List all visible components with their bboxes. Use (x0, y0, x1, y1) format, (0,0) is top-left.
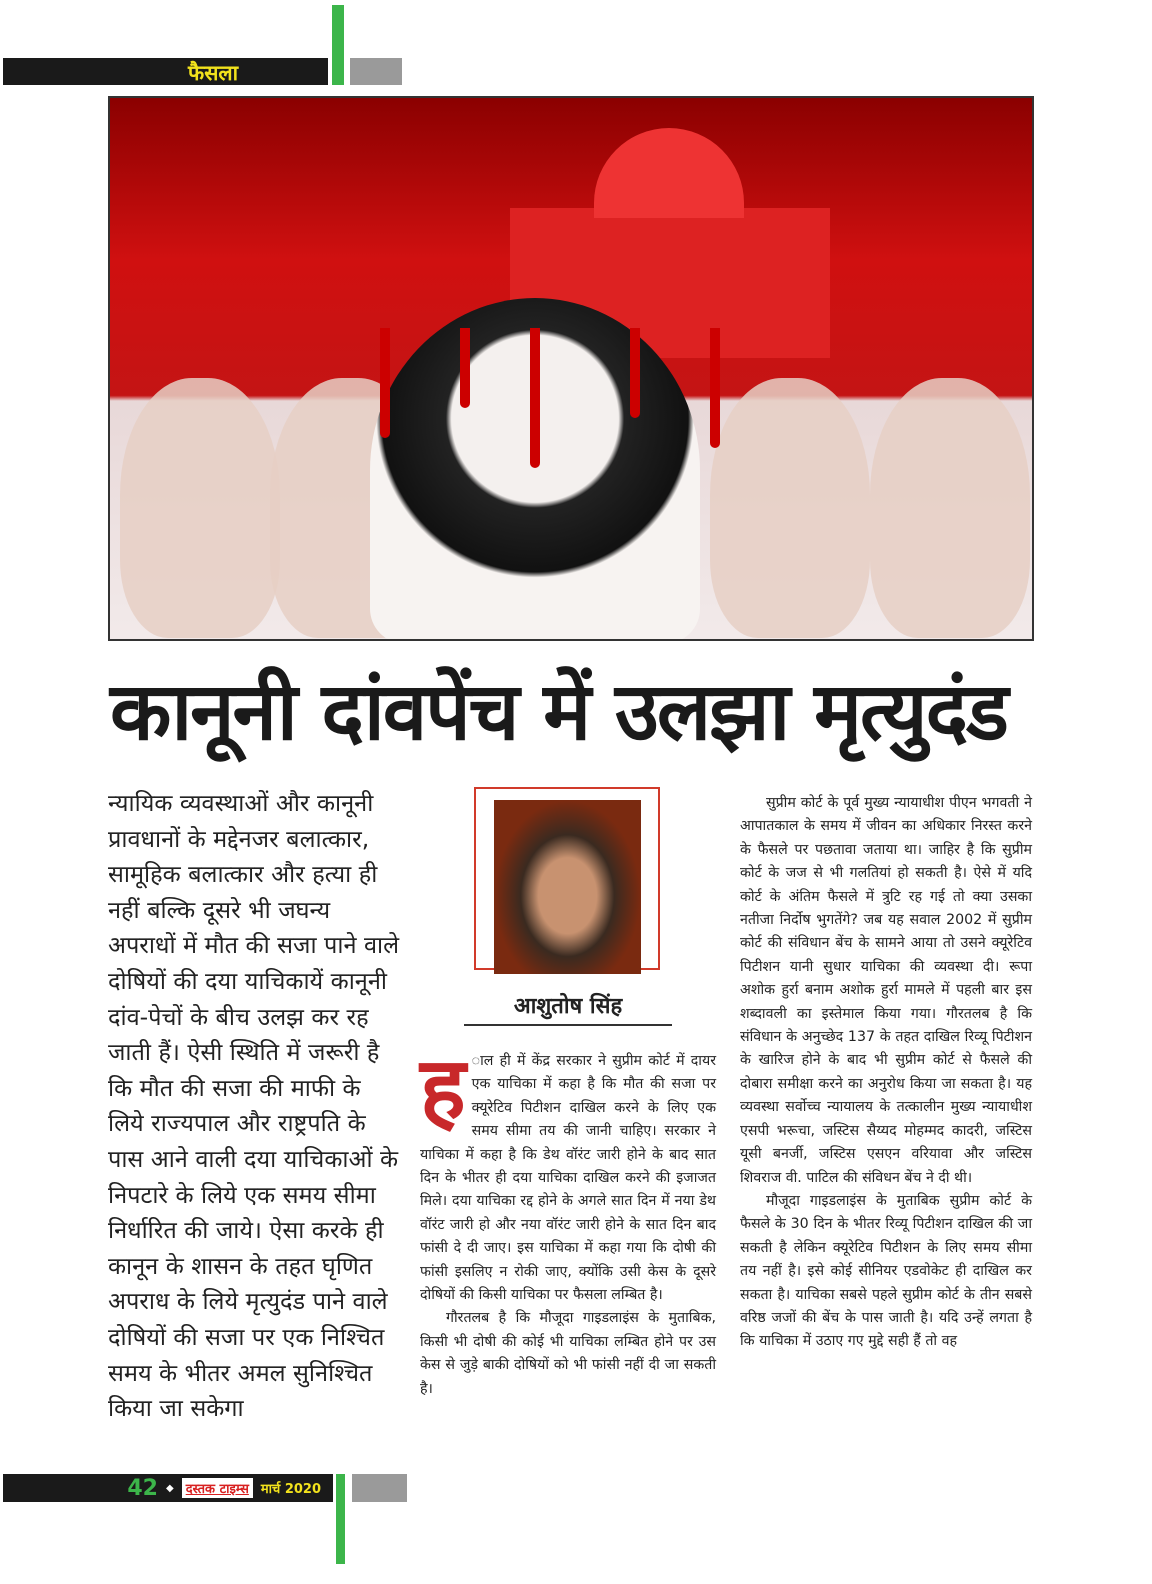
section-bar (3, 58, 328, 85)
page-number: 42 (127, 1475, 158, 1501)
green-accent-bar (332, 5, 344, 85)
drop-cap: ह (420, 1039, 466, 1139)
convict-face (870, 378, 1030, 638)
convict-face (120, 378, 280, 638)
author-name: आशुतोष सिंह (464, 990, 672, 1026)
intro-text: न्यायिक व्यवस्थाओं और कानूनी प्रावधानों के मद्देनजर बलात्कार, सामूहिक बलात्कार और हत्या ही नहीं बल्कि दूसरे भी जघन्य अपराधों में मौत की सजा पाने वाले दोषियों की दया याचिकायें कानूनी दांव-पेचों के बीच उलझ कर रह जाती हैं। ऐसी स्थिति में जरूरी है कि मौत की सजा की माफी के लिये राज्यपाल और राष्ट्रपति के पास आने वाली दया याचिकाओं के निपटारे के लिये एक समय सीमा निर्धारित की जाये। ऐसा करके ही कानून के शासन के तहत घृणित अपराध के लिये मृत्युदंड पाने वाले दोषियों की सजा पर एक निश्चित समय के भीतर अमल सुनिश्चित किया जा सकेगा (108, 789, 400, 1423)
blood-drip (530, 328, 540, 468)
blood-drip (630, 328, 640, 418)
article-column-3 (740, 792, 1032, 1354)
headline: कानूनी दांवपेंच में उलझा मृत्युदंड (110, 665, 1007, 758)
paragraph: सुप्रीम कोर्ट के पूर्व मुख्य न्यायाधीश पीएन भगवती ने आपातकाल के समय में जीवन का अधिकार निरस्त करने के फैसले पर पछतावा जताया था। जाहिर है कि सुप्रीम कोर्ट के जज से भी गलतियां हो सकती है। ऐसे में यदि कोर्ट के अंतिम फैसले में त्रुटि रह गई तो क्या उसका नतीजा निर्दोष भुगतेंगे? जब यह सवाल 2002 में सुप्रीम कोर्ट की संविधान बेंच के सामने आया तो उसने क्यूरेटिव पिटीशन यानी सुधार याचिका की व्यवस्था दी। रूपा अशोक हुर्रा बनाम अशोक हुर्रा मामले में पहली बार इस शब्दावली का इस्तेमाल किया गया। गौरतलब है कि संविधान के अनुच्छेद 137 के तहत दाखिल रिव्यू पिटीशन के खारिज होने के बाद भी सुप्रीम कोर्ट से फैसले की दोबारा समीक्षा करने का अनुरोध किया जा सकता है। यह व्यवस्था सर्वोच्च न्यायालय के तत्कालीन मुख्य न्यायाधीश एसपी भरूचा, जस्टिस सैय्यद मोहम्मद कादरी, जस्टिस यूसी बनर्जी, जस्टिस एसएन वरियावा और जस्टिस शिवराज वी. पाटिल की संविधन बेंच ने दी थी। (740, 795, 1032, 1186)
issue-date: मार्च 2020 (260, 1482, 321, 1497)
gray-accent-block (350, 58, 402, 85)
paragraph: ाल ही में केंद्र सरकार ने सुप्रीम कोर्ट में दायर एक याचिका में कहा है कि मौत की सजा पर क्यूरेटिव पिटीशन दाखिल करने के लिए एक समय सीमा तय की जानी चाहिए। सरकार ने याचिका में कहा है कि डेथ वॉरंट जारी होने के बाद सात दिन के भीतर ही दया याचिका दाखिल करने की इजाजत मिले। दया याचिका रद्द होने के अगले सात दिन में नया डेथ वॉरंट जारी हो और नया वॉरंट जारी होने के सात दिन बाद फांसी दे दी जाए। इस याचिका में कहा गया कि दोषी की फांसी इसलिए न रोकी जाए, क्योंकि उसी केस के दूसरे दोषियों की किसी याचिका पर फैसला लम्बित है। (420, 1053, 716, 1304)
convict-face (710, 378, 870, 638)
section-label: फैसला (188, 61, 239, 85)
blood-drip (710, 328, 720, 448)
court-dome (594, 128, 744, 218)
article-column-2 (420, 1039, 716, 1401)
blood-drip (380, 328, 390, 438)
green-accent-bar (336, 1474, 345, 1564)
footer-bar (3, 1474, 333, 1502)
blood-drip (460, 328, 470, 408)
author-photo (494, 800, 641, 974)
paragraph: मौजूदा गाइडलाइंस के मुताबिक सुप्रीम कोर्ट के फैसले के 30 दिन के भीतर रिव्यू पिटीशन दाखिल की जा सकती है लेकिन क्यूरेटिव पिटीशन के लिए समय सीमा तय नहीं है। इसे कोई सीनियर एडवोकेट ही दाखिल कर सकता है। याचिका सबसे पहले सुप्रीम कोर्ट के तीन सबसे वरिष्ठ जजों की बेंच के पास जाती है। यदि उन्हें लगता है कि याचिका में उठाए गए मुद्दे सही हैं तो वह (740, 1192, 1032, 1350)
hero-image (108, 96, 1034, 641)
gray-accent-block (352, 1474, 407, 1502)
magazine-logo: दस्तक टाइम्स (182, 1478, 253, 1498)
bullet-icon: ◆ (165, 1482, 174, 1494)
paragraph: गौरतलब है कि मौजूदा गाइडलाइंस के मुताबिक, किसी भी दोषी की कोई भी याचिका लम्बित होने पर उस केस से जुड़े बाकी दोषियों को भी फांसी नहीं दी जा सकती है। (420, 1310, 716, 1397)
